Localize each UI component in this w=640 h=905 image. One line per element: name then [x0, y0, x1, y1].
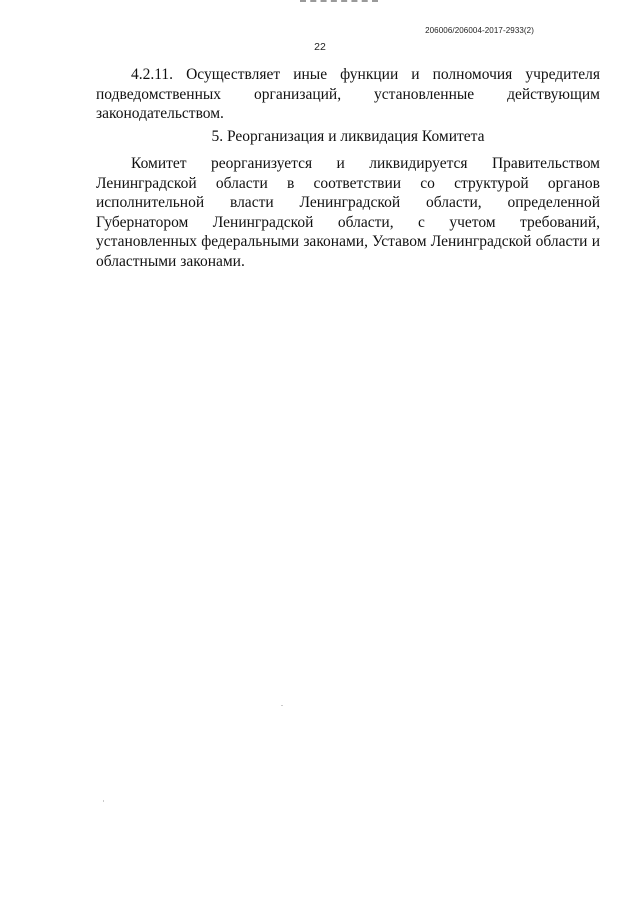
section-heading: 5. Реорганизация и ликвидация Комитета	[211, 128, 485, 145]
scan-speck	[281, 705, 283, 706]
scan-speck	[103, 800, 104, 802]
document-code: 206006/206004-2017-2933(2)	[425, 26, 534, 35]
paragraph-reorganization: Комитет реорганизуется и ликвидируется Правительством Ленинградской области в соответствии со структурой органов исполнительной власти Ленинградской области, определенной Губернатором Ленинградской области, с учетом требований, установленных федеральными законами, Уставом Ленинградской области и областными законами.	[96, 155, 600, 270]
page-number: 22	[314, 41, 326, 53]
paragraph-4-2-11: 4.2.11. Осуществляет иные функции и полномочия учредителя подведомственных организаций, установленные действующим законодательством.	[96, 66, 600, 122]
scan-edge-mark	[300, 0, 378, 5]
